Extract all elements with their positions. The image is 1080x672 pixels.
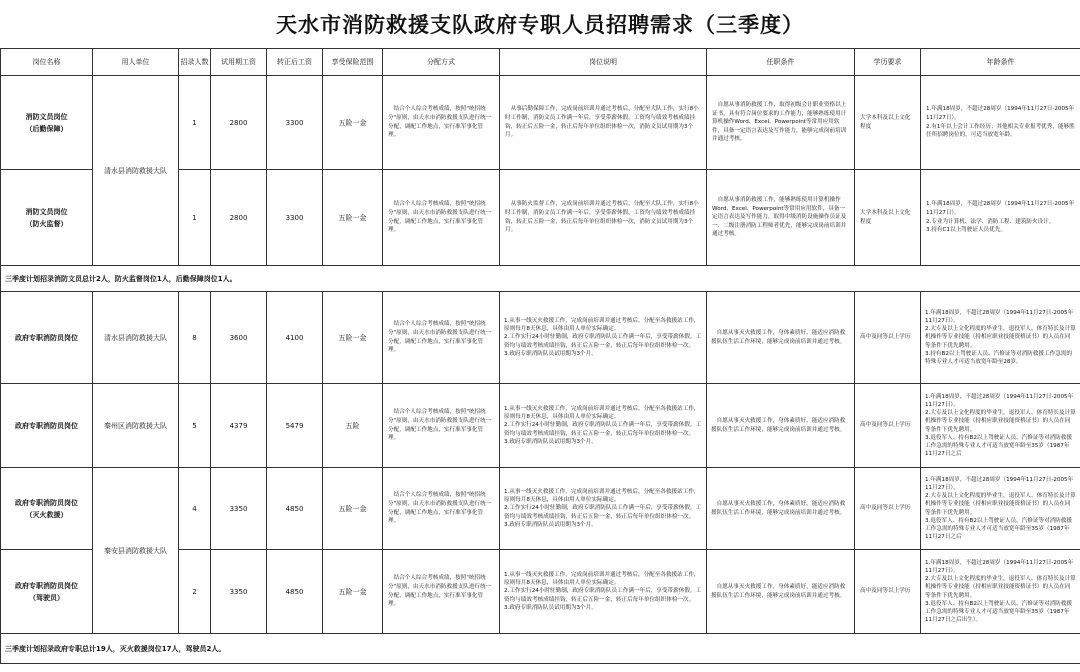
- allocation: 结合个人综合考核成绩，按照"统招统分"原则，由天水市消防救援支队进行统一分配，调配工作地点，实行准军事化管理。: [383, 76, 500, 170]
- recruit-count: 4: [179, 468, 211, 550]
- requirements: 自愿从事灭火救援工作，身体素质好，能适应消防救援队伍生活工作环境，能够完成岗前培训并通过考核。: [707, 550, 855, 634]
- regular-salary: 4100: [267, 292, 323, 384]
- education: 高中及同等以上学历: [855, 292, 921, 384]
- header-description: 岗位说明: [500, 49, 707, 76]
- post-name: 政府专职消防员岗位 （灭火救援）: [1, 468, 93, 550]
- regular-salary: 4850: [267, 550, 323, 634]
- recruit-count: 2: [179, 550, 211, 634]
- post-description: 1.从事一线灭火救援工作，完成岗前培训并通过考核后，分配至各救援站工作，原则每月8天休息，具体由用人单位实际确定。 2.工作实行24小时驻勤制，政府专职消防队员工作满一年后，享受带薪休假。工资均与绩效考核成绩挂钩，转正后五险一金，转正后每年单位组织体检一次。 3.政府专职消防队员试用期为3个月。: [500, 292, 707, 384]
- header-post: 岗位名称: [1, 49, 93, 76]
- header-probation: 试用期工资: [211, 49, 267, 76]
- post-description: 1.从事一线灭火救援工作，完成岗前培训并通过考核后，分配至各救援站工作，原则每月8天休息，具体由用人单位实际确定。 2.工作实行24小时驻勤制，政府专职消防队员工作满一年后，享受带薪休假。工资均与绩效考核成绩挂钩，转正后五险一金，转正后每年单位组织体检一次。 3.政府专职消防队员试用期为3个月。: [500, 384, 707, 468]
- header-row: [1, 49, 1080, 76]
- header-regular: 转正后工资: [267, 49, 323, 76]
- allocation: 结合个人综合考核成绩，按照"统招统分"原则，由天水市消防救援支队进行统一分配，调配工作地点，实行准军事化管理。: [383, 550, 500, 634]
- education: 高中及同等以上学历: [855, 550, 921, 634]
- insurance: 五险一金: [323, 170, 383, 266]
- post-description: 1.从事一线灭火救援工作，完成岗前培训并通过考核后，分配至各救援站工作，原则每月8天休息，具体由用人单位实际确定。 2.工作实行24小时驻勤制，政府专职消防队员工作满一年后，享受带薪休假。工资均与绩效考核成绩挂钩，转正后五险一金，转正后每年单位组织体检一次。 3.政府专职消防队员试用期为3个月。: [500, 468, 707, 550]
- probation-salary: 3600: [211, 292, 267, 384]
- probation-salary: 3350: [211, 550, 267, 634]
- allocation: 结合个人综合考核成绩，按照"统招统分"原则，由天水市消防救援支队进行统一分配，调配工作地点，实行准军事化管理。: [383, 384, 500, 468]
- insurance: 五险: [323, 384, 383, 468]
- requirements: 自愿从事灭火救援工作，身体素质好，能适应消防救援队伍生活工作环境，能够完成岗前培训并通过考核。: [707, 468, 855, 550]
- header-count: 招录人数: [179, 49, 211, 76]
- header-insurance: 享受保险范围: [323, 49, 383, 76]
- education: 大学本科及以上文化程度: [855, 76, 921, 170]
- summary-text: 三季度计划招录政府专职总计19人，灭火救援岗位17人，驾驶员2人。: [1, 634, 1080, 664]
- header-allocation: 分配方式: [383, 49, 500, 76]
- insurance: 五险一金: [323, 76, 383, 170]
- requirements: 自愿从事消防救援工作，取得初级会计职业资格以上证书，具有符合岗位要求的工作能力，能够熟练使用计算机操作Word、Excel、Powerpoint等常用应用软件，具备一定语言表达及写作能力，能够完成岗前培训并通过考核。: [707, 76, 855, 170]
- header-education: 学历要求: [855, 49, 921, 76]
- post-description: 从事后勤保障工作，完成岗前培训并通过考核后，分配至大队工作，实行8小时工作制，消防文员工作满一年后，享受带薪休假，工资均与绩效考核成绩挂钩，转正后五险一金，转正后每年单位组织体检一次，消防文员试用期为3个月。: [500, 76, 707, 170]
- probation-salary: 4379: [211, 384, 267, 468]
- post-name: 消防文员岗位 （后勤保障）: [1, 76, 93, 170]
- header-unit: 用人单位: [93, 49, 179, 76]
- recruit-count: 1: [179, 170, 211, 266]
- education: 高中及同等以上学历: [855, 468, 921, 550]
- table-row: [1, 468, 1080, 550]
- regular-salary: 3300: [267, 76, 323, 170]
- allocation: 结合个人综合考核成绩，按照"统招统分"原则，由天水市消防救援支队进行统一分配，调配工作地点，实行准军事化管理。: [383, 292, 500, 384]
- summary-row: [1, 266, 1080, 292]
- education: 大学本科及以上文化程度: [855, 170, 921, 266]
- summary-text: 三季度计划招录消防文员总计2人，防火监督岗位1人，后勤保障岗位1人。: [1, 266, 1080, 292]
- table-row: [1, 76, 1080, 170]
- employer-unit: 清水县消防救援大队: [93, 292, 179, 384]
- probation-salary: 2800: [211, 76, 267, 170]
- post-name: 消防文员岗位 （防火监督）: [1, 170, 93, 266]
- age-condition: 1.年满18周岁，不超过28周岁（1994年11月27日-2005年11月27日）。 2.有1年以上会计工作经历；其他相关专业报考优秀，能够胜任所招聘岗位的，可适当放宽年龄。: [921, 76, 1080, 170]
- table-row: [1, 292, 1080, 384]
- age-condition: 1.年满18周岁，不超过28周岁（1994年11月27日-2005年11月27日）。 2.专业为计算机、法学、消防工程、建筑防火设计。 3.持有C1以上驾驶证人员优先。: [921, 170, 1080, 266]
- recruit-count: 8: [179, 292, 211, 384]
- insurance: 五险一金: [323, 468, 383, 550]
- table-row: [1, 384, 1080, 468]
- regular-salary: 5479: [267, 384, 323, 468]
- requirements: 自愿从事灭火救援工作，身体素质好，能适应消防救援队伍生活工作环境，能够完成岗前培训并通过考核。: [707, 384, 855, 468]
- requirements: 自愿从事消防救援工作，能够熟练使用计算机操作Word、Excel、Powerpoint等常用应用软件，具备一定语言表达及写作能力，取得中级消防设施操作员证及一、二级注册消防工程师者优先，能够完成岗前培训并通过考核。: [707, 170, 855, 266]
- insurance: 五险一金: [323, 292, 383, 384]
- employer-unit: 秦州区消防救援大队: [93, 384, 179, 468]
- age-condition: 1.年满18周岁，不超过28周岁（1994年11月27日-2005年11月27日）。 2.大专及以上文化程度的毕业生，退役军人、体育特长及计算机操作等专业技能（持相应职业技能资格证书）的人员在同等条件下优先聘用。 3.退役军人、持有B2以上驾驶证人员、汽修证等对消防救援工作急需的特殊专业人才可适当放宽年龄至35岁（1987年11月27日之后出生）。: [921, 550, 1080, 634]
- page-title: 天水市消防救援支队政府专职人员招聘需求（三季度）: [276, 12, 804, 37]
- allocation: 结合个人综合考核成绩，按照"统招统分"原则，由天水市消防救援支队进行统一分配，调配工作地点，实行准军事化管理。: [383, 170, 500, 266]
- header-requirement: 任职条件: [707, 49, 855, 76]
- regular-salary: 3300: [267, 170, 323, 266]
- education: 高中及同等以上学历: [855, 384, 921, 468]
- probation-salary: 2800: [211, 170, 267, 266]
- post-name: 政府专职消防员岗位: [1, 292, 93, 384]
- age-condition: 1.年满18周岁，不超过28周岁（1994年11月27日-2005年11月27日）。 2.大专及以上文化程度的毕业生，退役军人、体育特长及计算机操作等专业技能（持相应职业技能资格证书）的人员在同等条件下优先聘用。 3.持有B2以上驾驶证人员、汽修证等对消防救援工作急需的特殊专业人才可适当放宽年龄至28岁。: [921, 292, 1080, 384]
- post-description: 1.从事一线灭火救援工作，完成岗前培训并通过考核后，分配至各救援站工作，原则每月8天休息，具体由用人单位实际确定。 2.工作实行24小时驻勤制，政府专职消防队员工作满一年后，享受带薪休假。工资均与绩效考核成绩挂钩，转正后五险一金，转正后每年单位组织体检一次。 3.政府专职消防队员试用期为3个月。: [500, 550, 707, 634]
- post-name: 政府专职消防员岗位: [1, 384, 93, 468]
- allocation: 结合个人综合考核成绩，按照"统招统分"原则，由天水市消防救援支队进行统一分配，调配工作地点，实行准军事化管理。: [383, 468, 500, 550]
- regular-salary: 4850: [267, 468, 323, 550]
- post-name: 政府专职消防员岗位 （驾驶员）: [1, 550, 93, 634]
- insurance: 五险一金: [323, 550, 383, 634]
- age-condition: 1.年满18周岁，不超过28周岁（1994年11月27日-2005年11月27日）。 2.大专及以上文化程度的毕业生，退役军人、体育特长及计算机操作等专业技能（持相应职业技能资格证书）的人员在同等条件下优先聘用。 3.退役军人、持有B2以上驾驶证人员、汽修证等对消防救援工作急需的特殊专业人才可适当放宽年龄至35岁（1987年11月27日之后: [921, 468, 1080, 550]
- recruitment-table: [0, 48, 1080, 664]
- post-description: 从事防火监督工作，完成岗前培训并通过考核后，分配至大队工作，实行8小时工作制，消防文员工作满一年后，享受带薪休假，工资均与绩效考核成绩挂钩，转正后五险一金，转正后每年单位组织体检一次，消防文员试用期为3个月。: [500, 170, 707, 266]
- recruit-count: 1: [179, 76, 211, 170]
- summary-row: [1, 634, 1080, 664]
- employer-unit: 秦安县消防救援大队: [93, 468, 179, 634]
- employer-unit: 清水县消防救援大队: [93, 76, 179, 266]
- header-age: 年龄条件: [921, 49, 1080, 76]
- recruit-count: 5: [179, 384, 211, 468]
- requirements: 自愿从事灭火救援工作，身体素质好，能适应消防救援队伍生活工作环境，能够完成岗前培训并通过考核。: [707, 292, 855, 384]
- probation-salary: 3350: [211, 468, 267, 550]
- age-condition: 1.年满18周岁，不超过28周岁（1994年11月27日-2005年11月27日）。 2.大专及以上文化程度的毕业生，退役军人、体育特长及计算机操作等专业技能（持相应职业技能资格证书）的人员在同等条件下优先聘用。 3.退役军人、持有B2以上驾驶证人员、汽修证等对消防救援工作急需的特殊专业人才可适当放宽年龄至35岁（1987年11月27日之后: [921, 384, 1080, 468]
